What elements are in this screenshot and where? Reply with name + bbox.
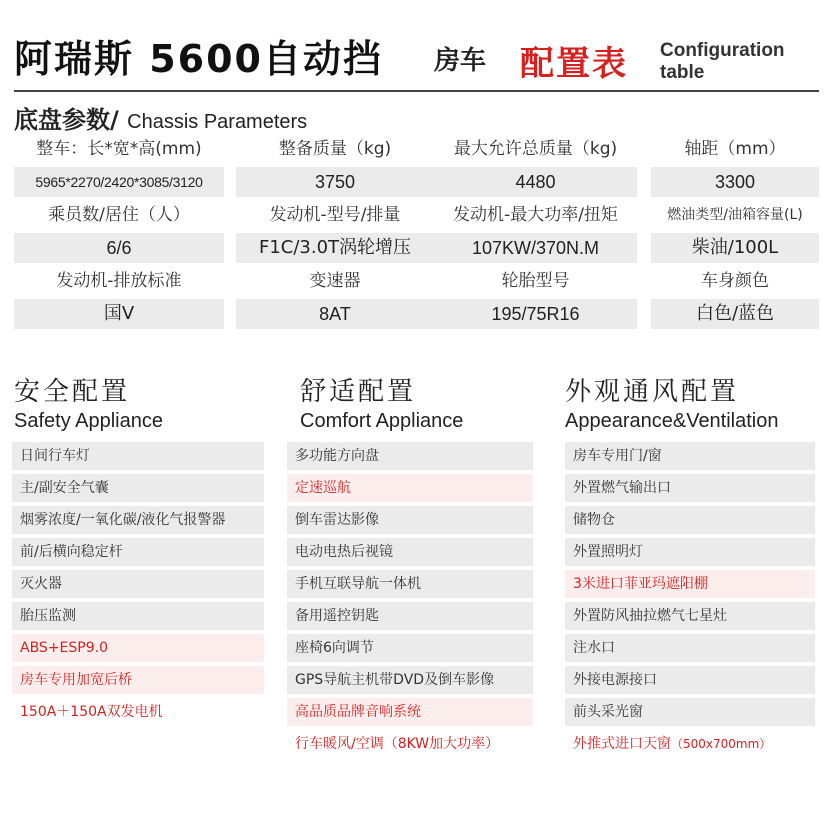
chassis-label: 发动机-型号/排量: [269, 205, 401, 225]
exterior-item-size: （500x700mm）: [671, 737, 772, 751]
safety-list-item: 房车专用加宽后桥: [12, 666, 264, 694]
safety-title-zh: 安全配置: [14, 377, 131, 407]
exterior-item-text: 3米进口菲亚玛遮阳棚: [573, 576, 708, 592]
chassis-label: 轴距（mm）: [684, 139, 786, 159]
chassis-value: F1C/3.0T涡轮增压: [236, 233, 434, 263]
chassis-value: 5965*2270/2420*3085/3120: [14, 167, 224, 197]
chassis-value: 3300: [651, 167, 819, 197]
comfort-list-item: 定速巡航: [287, 474, 533, 502]
safety-list-item: 日间行车灯: [12, 442, 264, 470]
exterior-title-zh: 外观通风配置: [565, 377, 740, 407]
comfort-title-en: Comfort Appliance: [300, 410, 464, 432]
chassis-heading-zh: 底盘参数/: [14, 106, 119, 134]
chassis-label: 整备质量（kg): [278, 139, 392, 159]
safety-list-item: 灭火器: [12, 570, 264, 598]
exterior-item-text: 外置照明灯: [573, 544, 643, 560]
safety-list-item: 胎压监测: [12, 602, 264, 630]
exterior-list-item: [565, 634, 815, 662]
comfort-title-zh: 舒适配置: [300, 377, 417, 407]
page-title-sub: 房车: [434, 46, 487, 76]
safety-title-en: Safety Appliance: [14, 410, 163, 432]
exterior-list-item: [565, 538, 815, 566]
chassis-heading-en: Chassis Parameters: [127, 111, 308, 133]
safety-list-item: 150A＋150A双发电机: [12, 698, 264, 726]
exterior-list-item: [565, 570, 815, 598]
chassis-value: 8AT: [236, 299, 434, 329]
exterior-list-item: [565, 474, 815, 502]
page-title: 阿瑞斯 5600自动挡: [14, 37, 383, 81]
comfort-list-item: 多功能方向盘: [287, 442, 533, 470]
chassis-label: 整车：长*宽*高(mm): [36, 139, 202, 159]
comfort-section-header: [300, 376, 560, 434]
comfort-list-item: 倒车雷达影像: [287, 506, 533, 534]
chassis-value: 6/6: [14, 233, 224, 263]
chassis-label: 乘员数/居住（人）: [48, 205, 190, 225]
exterior-list-item: [565, 698, 815, 726]
chassis-heading: [14, 100, 307, 135]
exterior-item-text: 注水口: [573, 640, 615, 656]
exterior-title-en: Appearance&Ventilation: [565, 410, 779, 432]
exterior-list-item: [565, 730, 815, 758]
comfort-list-item: 手机互联导航一体机: [287, 570, 533, 598]
exterior-item-text: 房车专用门/窗: [573, 448, 662, 464]
exterior-item-text: 储物仓: [573, 512, 615, 528]
chassis-label: 燃油类型/油箱容量(L): [667, 207, 803, 223]
exterior-item-text: 前头采光窗: [573, 704, 643, 720]
safety-list-item: 烟雾浓度/一氧化碳/液化气报警器: [12, 506, 264, 534]
exterior-list-item: [565, 602, 815, 630]
exterior-item-text: 外推式进口天窗: [573, 736, 671, 752]
comfort-list-item: 高品质品牌音响系统: [287, 698, 533, 726]
chassis-label: 最大允许总质量（kg): [453, 139, 618, 159]
page-title-en-line2: table: [660, 62, 705, 83]
exterior-list-item: [565, 442, 815, 470]
chassis-value: 195/75R16: [434, 299, 637, 329]
comfort-list-item: 座椅6向调节: [287, 634, 533, 662]
chassis-label: 发动机-排放标准: [56, 271, 182, 291]
page-header: [14, 28, 814, 88]
safety-section-header: [14, 376, 274, 434]
comfort-list-item: 备用遥控钥匙: [287, 602, 533, 630]
chassis-value: 4480: [434, 167, 637, 197]
page-title-en: [660, 40, 820, 84]
exterior-item-text: 外置防风抽拉燃气七星灶: [573, 608, 727, 624]
chassis-label: 变速器: [309, 271, 361, 291]
chassis-value: 3750: [236, 167, 434, 197]
chassis-value: 107KW/370N.M: [434, 233, 637, 263]
chassis-label: 车身颜色: [701, 271, 769, 291]
safety-list-item: 主/副安全气囊: [12, 474, 264, 502]
chassis-value: 白色/蓝色: [651, 299, 819, 329]
comfort-list-item: 电动电热后视镜: [287, 538, 533, 566]
chassis-label: 发动机-最大功率/扭矩: [453, 205, 618, 225]
comfort-list-item: 行车暖风/空调（8KW加大功率）: [287, 730, 533, 758]
exterior-list-item: [565, 506, 815, 534]
exterior-item-text: 外接电源接口: [573, 672, 657, 688]
exterior-item-text: 外置燃气输出口: [573, 480, 671, 496]
chassis-label: 轮胎型号: [501, 271, 570, 291]
header-divider: [14, 90, 819, 92]
safety-list-item: ABS+ESP9.0: [12, 634, 264, 662]
chassis-value: 柴油/100L: [651, 233, 819, 263]
page-title-en-line1: Configuration: [660, 40, 785, 61]
exterior-section-header: [565, 376, 825, 434]
comfort-list-item: GPS导航主机带DVD及倒车影像: [287, 666, 533, 694]
safety-list-item: 前/后横向稳定杆: [12, 538, 264, 566]
exterior-list-item: [565, 666, 815, 694]
chassis-value: 国V: [14, 299, 224, 329]
page-title-accent: 配置表: [520, 44, 628, 84]
